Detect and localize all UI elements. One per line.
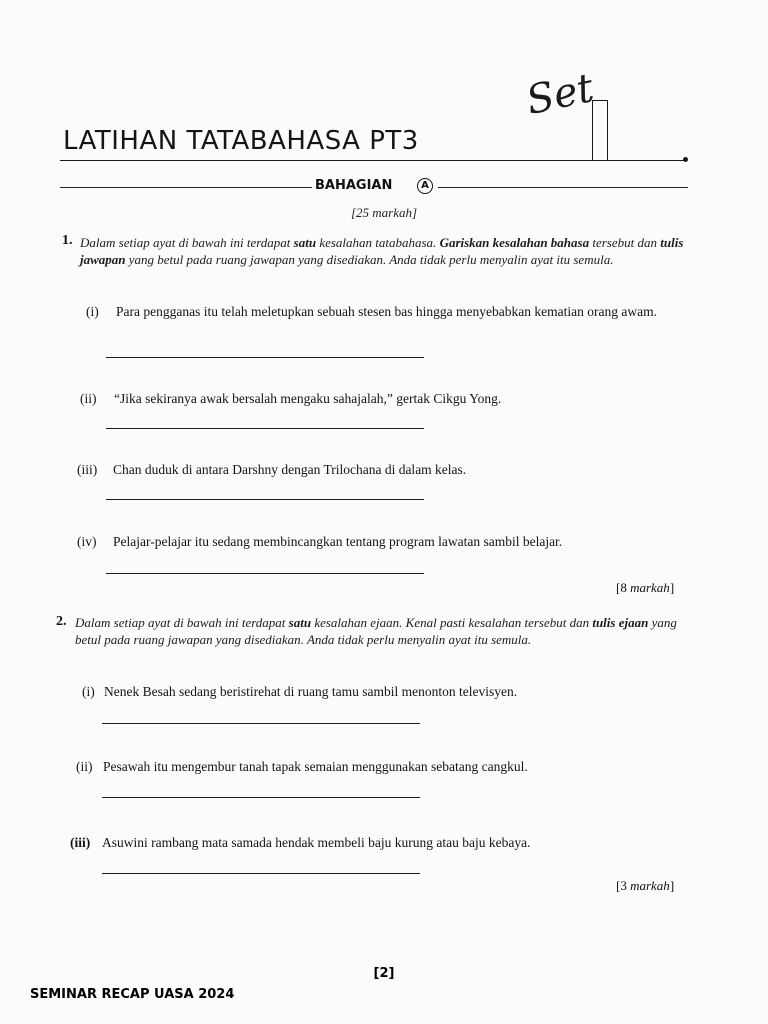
set-label: Set: [522, 65, 598, 124]
q2-item-2: [76, 758, 688, 776]
q1-answer-line-1[interactable]: [106, 357, 424, 358]
item-roman: (ii): [80, 391, 97, 406]
item-text: Para pengganas itu telah meletupkan sebuah stesen bas hingga menyebabkan kematian orang awam.: [116, 304, 657, 319]
q2-instr-text: kesalahan ejaan. Kenal pasti kesalahan tersebut dan: [311, 615, 593, 630]
q1-instr-bold: Gariskan kesalahan bahasa: [439, 235, 590, 250]
q2-instr-text: Dalam setiap ayat di bawah ini terdapat: [75, 615, 289, 630]
item-roman: (ii): [76, 759, 93, 774]
section-marks: [25 markah]: [350, 205, 418, 220]
item-text: Asuwini rambang mata samada hendak membeli baju kurung atau baju kebaya.: [102, 835, 531, 850]
marks-suffix: ]: [669, 878, 675, 893]
question-2-instruction: [75, 614, 687, 648]
section-header: [60, 176, 688, 198]
q1-instr-text: Dalam setiap ayat di bawah ini terdapat: [80, 235, 294, 250]
q2-instr-text: yang betul pada ruang jawapan yang disediakan. Anda tidak perlu menyalin ayat itu semula.: [75, 615, 677, 647]
q1-answer-line-4[interactable]: [106, 573, 424, 574]
q1-instr-text: kesalahan tatabahasa.: [316, 235, 440, 250]
q1-instr-bold: satu: [293, 235, 317, 250]
item-roman: (iii): [70, 835, 91, 850]
item-roman: (iii): [77, 462, 98, 477]
q2-instr-bold: satu: [288, 615, 312, 630]
item-roman: (iv): [77, 534, 97, 549]
q1-answer-line-3[interactable]: [106, 499, 424, 500]
item-text: Nenek Besah sedang beristirehat di ruang tamu sambil menonton televisyen.: [104, 684, 518, 699]
q2-answer-line-3[interactable]: [102, 873, 420, 874]
set-dot: [683, 157, 688, 162]
item-roman: (i): [82, 684, 95, 699]
q1-item-1: [86, 303, 688, 339]
question-1-marks: [616, 580, 674, 596]
page-number: [2]: [373, 966, 395, 981]
question-1-instruction: [80, 234, 686, 268]
q1-instr-bold: tulis jawapan: [80, 235, 684, 267]
marks-prefix: [8: [616, 580, 631, 595]
q2-answer-line-1[interactable]: [102, 723, 420, 724]
section-rule-right: [438, 187, 688, 188]
set-number-mark: [592, 100, 608, 160]
set-underline: [608, 160, 684, 161]
marks-prefix: [3: [616, 878, 631, 893]
item-roman: (i): [86, 304, 99, 319]
item-text: Pelajar-pelajar itu sedang membincangkan tentang program lawatan sambil belajar.: [113, 534, 563, 549]
q2-answer-line-2[interactable]: [102, 797, 420, 798]
section-badge: A: [417, 178, 433, 194]
question-1-number: 1.: [62, 233, 73, 248]
q1-answer-line-2[interactable]: [106, 428, 424, 429]
footer-text: SEMINAR RECAP UASA 2024: [30, 987, 235, 1002]
item-text: Chan duduk di antara Darshny dengan Trilochana di dalam kelas.: [113, 462, 467, 477]
marks-word: markah: [630, 580, 670, 595]
item-text: “Jika sekiranya awak bersalah mengaku sahajalah,” gertak Cikgu Yong.: [114, 391, 502, 406]
section-rule-left: [60, 187, 312, 188]
q2-instr-bold: tulis ejaan: [592, 615, 649, 630]
item-text: Pesawah itu mengembur tanah tapak semaian menggunakan sebatang cangkul.: [103, 759, 528, 774]
page-title: LATIHAN TATABAHASA PT3: [63, 126, 419, 156]
marks-word: markah: [630, 878, 670, 893]
q1-instr-text: yang betul pada ruang jawapan yang disediakan. Anda tidak perlu menyalin ayat itu semula.: [125, 252, 614, 267]
marks-suffix: ]: [669, 580, 675, 595]
q1-item-2: [80, 390, 688, 408]
q1-item-4: [77, 533, 688, 551]
q1-item-3: [77, 461, 688, 479]
q1-instr-text: tersebut dan: [589, 235, 661, 250]
q2-item-1: [82, 683, 688, 701]
title-underline: [60, 160, 608, 161]
section-label: BAHAGIAN: [315, 178, 393, 193]
question-2-number: 2.: [56, 614, 67, 629]
q2-item-3: [70, 834, 688, 852]
question-2-marks: [616, 878, 674, 894]
